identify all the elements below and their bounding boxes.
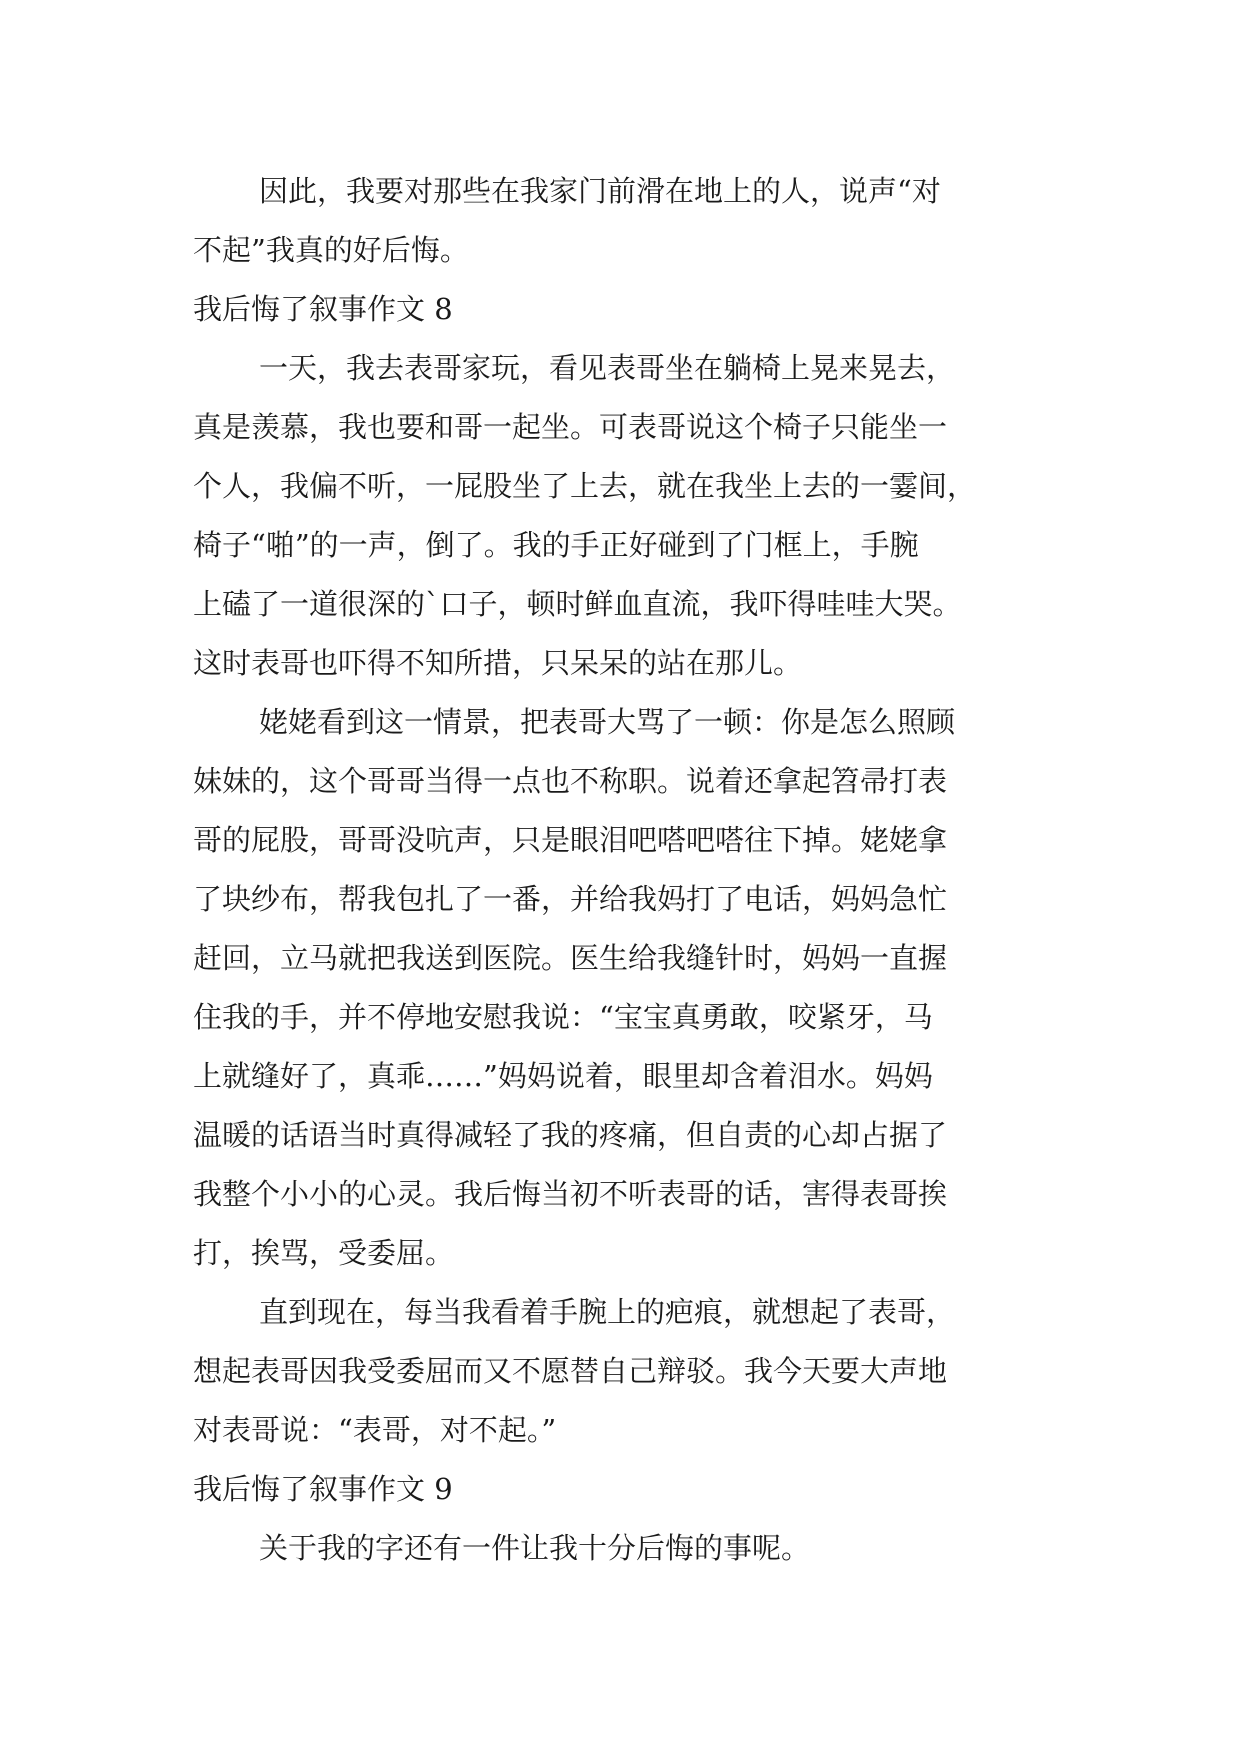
section-heading: 我后悔了叙事作文 9 <box>193 1472 453 1506</box>
paragraph-line: 打，挨骂，受委屈。 <box>193 1236 455 1270</box>
paragraph-line: 住我的手，并不停地安慰我说：“宝宝真勇敢，咬紧牙，马 <box>193 1000 933 1034</box>
paragraph-line: 个人，我偏不听，一屁股坐了上去，就在我坐上去的一霎间， <box>193 469 977 503</box>
paragraph-line: 椅子“啪”的一声，倒了。我的手正好碰到了门框上，手腕 <box>193 528 919 562</box>
paragraph-line: 真是羡慕，我也要和哥一起坐。可表哥说这个椅子只能坐一 <box>193 410 948 444</box>
paragraph-line: 关于我的字还有一件让我十分后悔的事呢。 <box>259 1531 811 1565</box>
paragraph-line: 了块纱布，帮我包扎了一番，并给我妈打了电话，妈妈急忙 <box>193 882 948 916</box>
paragraph <box>193 1283 1053 1460</box>
paragraph <box>193 339 1053 693</box>
paragraph-line: 不起”我真的好后悔。 <box>193 233 469 267</box>
paragraph <box>193 1519 1053 1578</box>
paragraph-line: 上就缝好了，真乖……”妈妈说着，眼里却含着泪水。妈妈 <box>193 1059 933 1093</box>
paragraph <box>193 162 1053 280</box>
paragraph-line: 一天，我去表哥家玩，看见表哥坐在躺椅上晃来晃去， <box>259 351 956 385</box>
paragraph-line: 直到现在，每当我看着手腕上的疤痕，就想起了表哥， <box>259 1295 956 1329</box>
paragraph-line: 哥的屁股，哥哥没吭声，只是眼泪吧嗒吧嗒往下掉。姥姥拿 <box>193 823 948 857</box>
paragraph <box>193 693 1053 1283</box>
paragraph-line: 温暖的话语当时真得减轻了我的疼痛，但自责的心却占据了 <box>193 1118 948 1152</box>
paragraph-line: 这时表哥也吓得不知所措，只呆呆的站在那儿。 <box>193 646 803 680</box>
paragraph-line: 上磕了一道很深的`口子，顿时鲜血直流，我吓得哇哇大哭。 <box>193 587 962 621</box>
section-heading: 我后悔了叙事作文 8 <box>193 292 453 326</box>
paragraph-line: 赶回，立马就把我送到医院。医生给我缝针时，妈妈一直握 <box>193 941 948 975</box>
paragraph-line: 姥姥看到这一情景，把表哥大骂了一顿：你是怎么照顾 <box>259 705 956 739</box>
paragraph-line: 妹妹的，这个哥哥当得一点也不称职。说着还拿起笤帚打表 <box>193 764 948 798</box>
document-body <box>193 162 1053 1578</box>
paragraph-line: 我整个小小的心灵。我后悔当初不听表哥的话，害得表哥挨 <box>193 1177 948 1211</box>
paragraph-line: 想起表哥因我受委屈而又不愿替自己辩驳。我今天要大声地 <box>193 1354 948 1388</box>
paragraph-line: 因此，我要对那些在我家门前滑在地上的人，说声“对 <box>259 174 941 208</box>
paragraph-line: 对表哥说：“表哥，对不起。” <box>193 1413 557 1447</box>
